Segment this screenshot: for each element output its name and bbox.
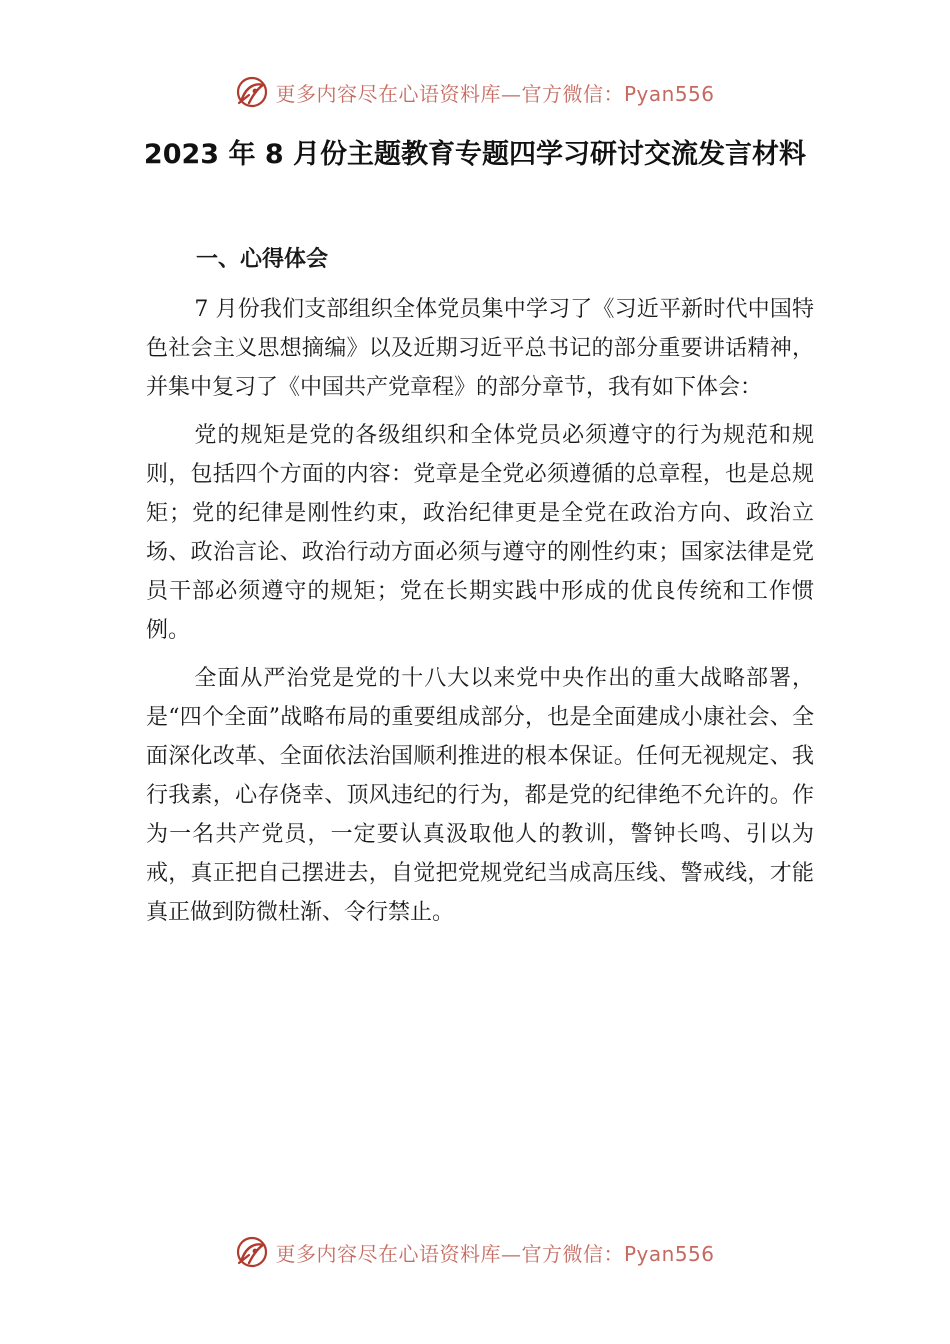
watermark-banner-top <box>0 72 950 112</box>
document-body <box>146 240 814 941</box>
logo-icon <box>235 75 269 109</box>
watermark-banner-bottom <box>0 1232 950 1272</box>
watermark-text: 更多内容尽在心语资料库—官方微信：Pyan556 <box>275 81 715 106</box>
watermark-text: 更多内容尽在心语资料库—官方微信：Pyan556 <box>275 1241 715 1266</box>
logo-icon <box>235 1235 269 1269</box>
document-title: 2023 年 8 月份主题教育专题四学习研讨交流发言材料 <box>143 139 807 170</box>
section-heading: 一、心得体会 <box>196 247 329 272</box>
paragraph-2: 党的规矩是党的各级组织和全体党员必须遵守的行为规范和规则，包括四个方面的内容：党章是全党必须遵循的总章程，也是总规矩；党的纪律是刚性约束，政治纪律更是全党在政治方向、政治立场、政治言论、政治行动方面必须与遵守的刚性约束；国家法律是党员干部必须遵守的规矩；党在长期实践中形成的优良传统和工作惯例。 <box>146 423 814 643</box>
paragraph-1: 7 月份我们支部组织全体党员集中学习了《习近平新时代中国特色社会主义思想摘编》以及近期习近平总书记的部分重要讲话精神，并集中复习了《中国共产党章程》的部分章节，我有如下体会： <box>146 297 814 400</box>
paragraph-3: 全面从严治党是党的十八大以来党中央作出的重大战略部署，是“四个全面”战略布局的重要组成部分，也是全面建成小康社会、全面深化改革、全面依法治国顺利推进的根本保证。任何无视规定、我行我素，心存侥幸、顶风违纪的行为，都是党的纪律绝不允许的。作为一名共产党员，一定要认真汲取他人的教训，警钟长鸣、引以为戒，真正把自己摆进去，自觉把党规党纪当成高压线、警戒线，才能真正做到防微杜渐、令行禁止。 <box>146 666 814 925</box>
